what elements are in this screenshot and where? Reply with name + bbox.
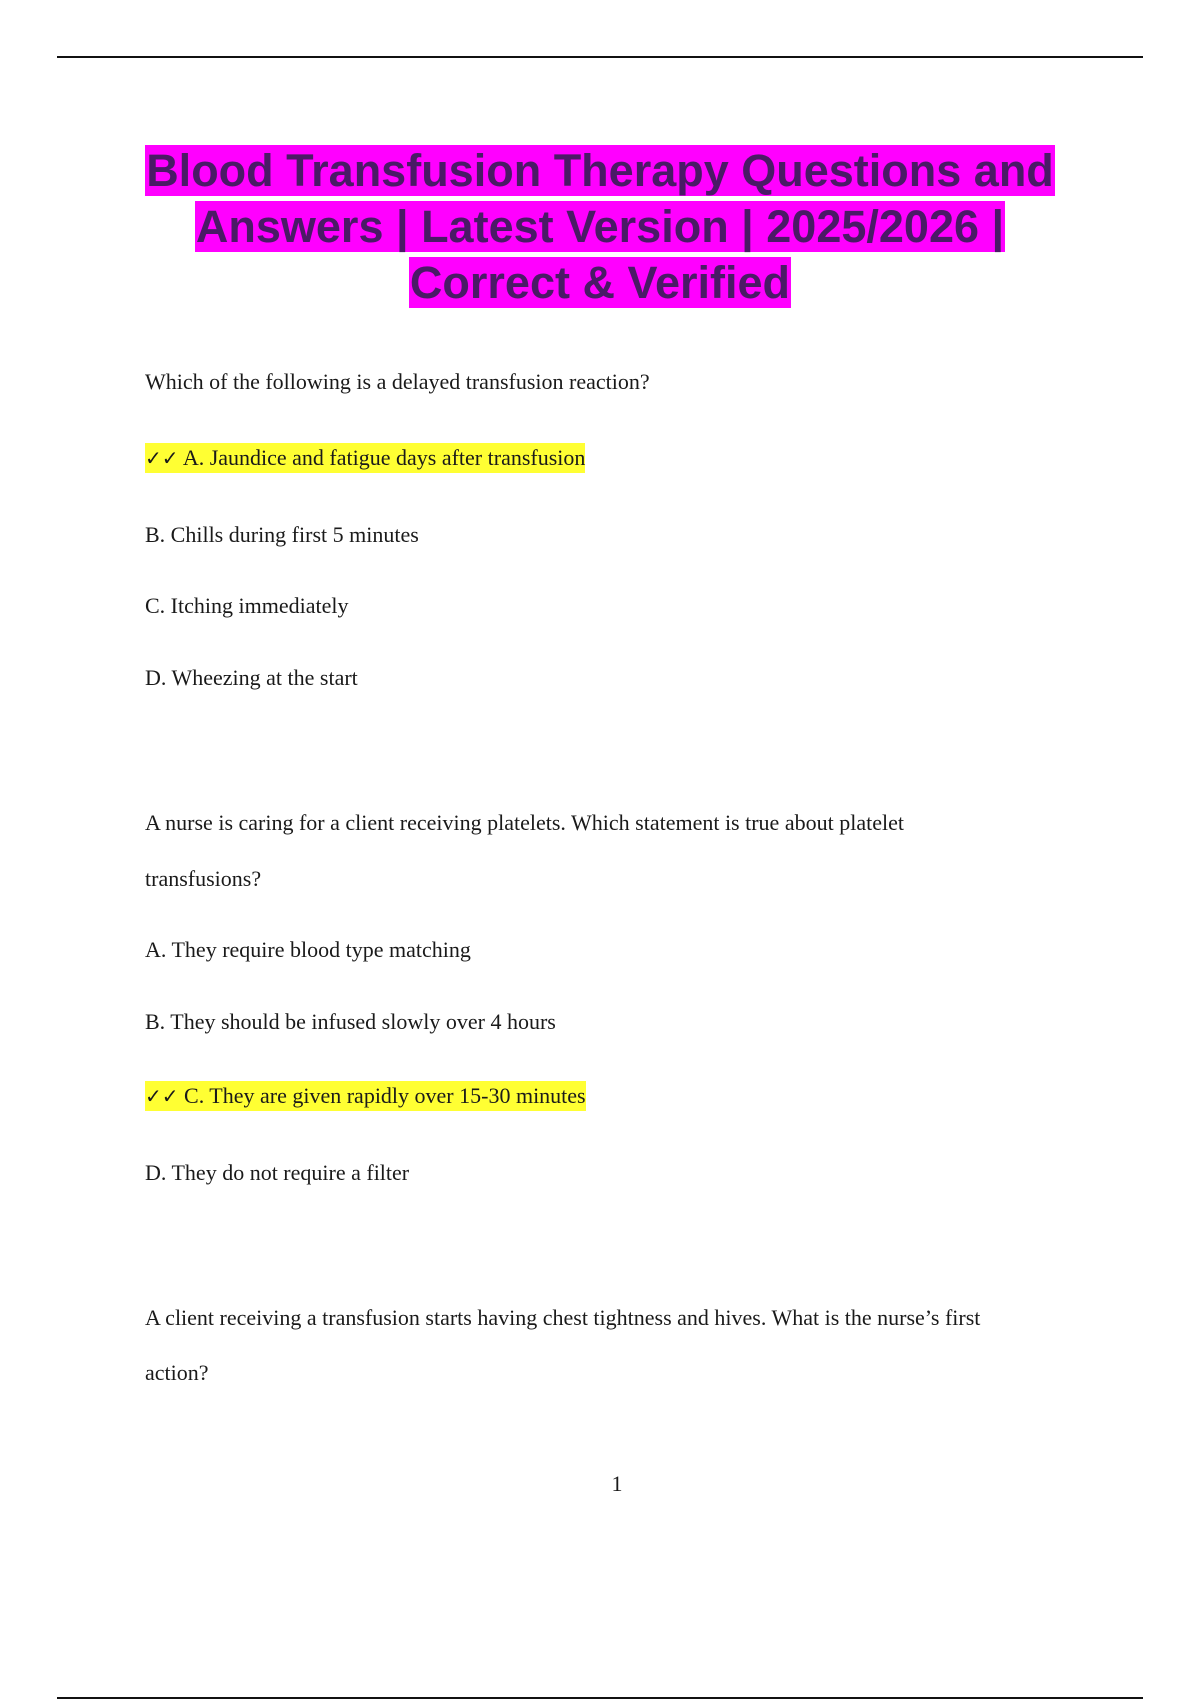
double-check-icon: ✓✓: [145, 1084, 179, 1108]
question-1-option-d: D. Wheezing at the start: [145, 665, 358, 690]
correct-answer-highlight: [145, 1081, 586, 1111]
question-2-text-line-2: transfusions?: [145, 866, 262, 891]
option-text: C. They are given rapidly over 15-30 minutes: [184, 1083, 586, 1108]
question-3-text-line-2: action?: [145, 1360, 209, 1385]
question-1-option-a: [145, 444, 585, 472]
page-number: 1: [611, 1471, 623, 1496]
question-2-option-a: A. They require blood type matching: [145, 937, 471, 962]
page-bottom-rule: [57, 1697, 1143, 1699]
question-1-text: Which of the following is a delayed transfusion reaction?: [145, 369, 650, 394]
question-1-option-c: C. Itching immediately: [145, 593, 349, 618]
question-3-text-line-1: A client receiving a transfusion starts having chest tightness and hives. What is the nurse’s first: [145, 1305, 981, 1330]
question-2-option-b: B. They should be infused slowly over 4 hours: [145, 1009, 556, 1034]
question-2-option-c: [145, 1082, 586, 1110]
page-top-rule: [57, 56, 1143, 58]
question-1-option-b: B. Chills during first 5 minutes: [145, 522, 419, 547]
question-2-text-line-1: A nurse is caring for a client receiving platelets. Which statement is true about platelet: [145, 810, 904, 835]
option-text: A. Jaundice and fatigue days after transfusion: [182, 445, 586, 470]
document-title-text: Blood Transfusion Therapy Questions and Answers | Latest Version | 2025/2026 | Correct & Verified: [146, 145, 1054, 308]
document-title: [120, 143, 1080, 311]
question-2-option-d: D. They do not require a filter: [145, 1160, 410, 1185]
double-check-icon: ✓✓: [145, 446, 179, 470]
correct-answer-highlight: [145, 443, 585, 473]
